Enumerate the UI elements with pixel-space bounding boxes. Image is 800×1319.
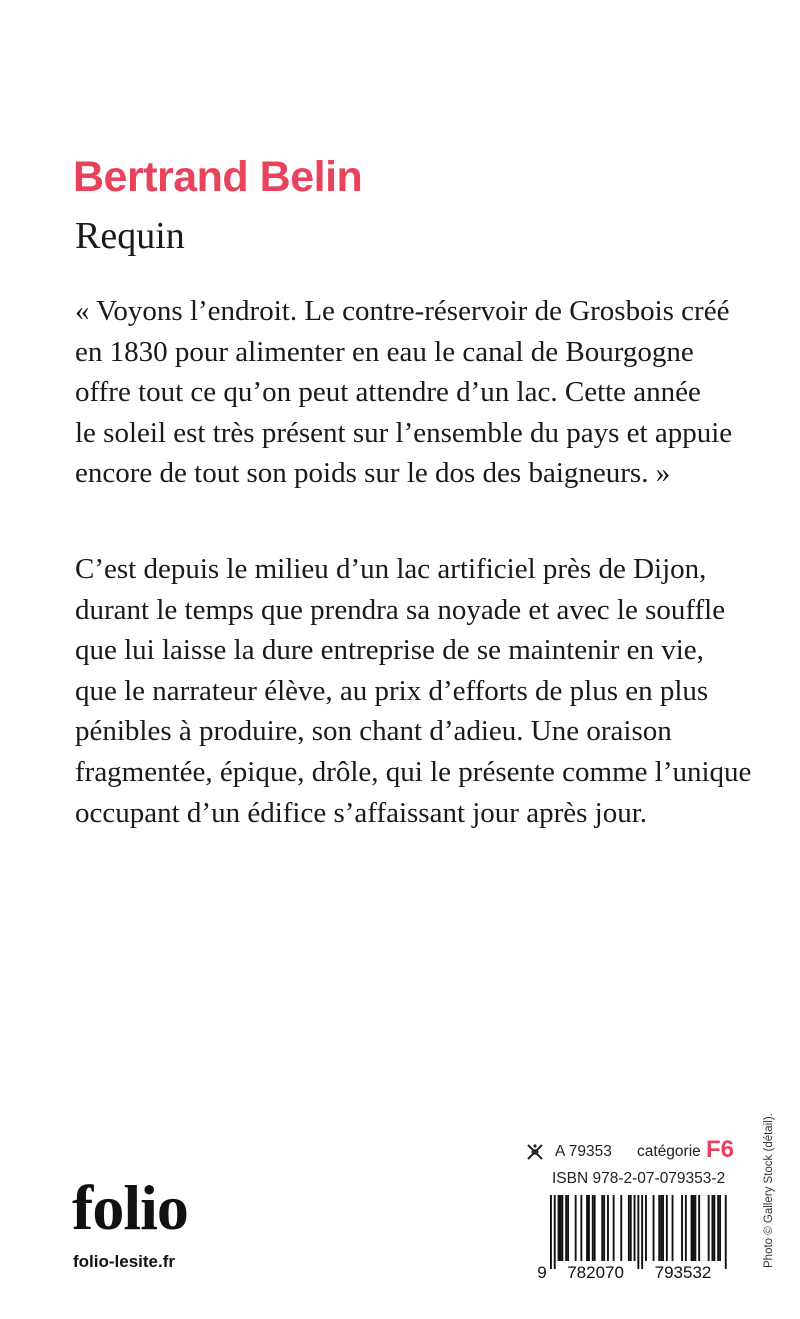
barcode-bar	[637, 1195, 639, 1269]
barcode-bar	[601, 1195, 603, 1261]
barcode-bar	[550, 1195, 552, 1269]
barcode-bar	[672, 1195, 674, 1261]
barcode-digits: 782070	[567, 1263, 624, 1279]
blurb-paragraph	[75, 549, 752, 833]
barcode-bar	[685, 1195, 687, 1261]
barcode-bar	[592, 1195, 594, 1261]
blurb-line: C’est depuis le milieu d’un lac artificiel près de Dijon,	[75, 553, 707, 585]
folio-logo: folio	[72, 1172, 188, 1243]
blurb-line: pénibles à produire, son chant d’adieu. Une oraison	[75, 715, 672, 748]
barcode-bar	[694, 1195, 696, 1261]
barcode-bar	[607, 1195, 609, 1261]
blurb-line: fragmentée, épique, drôle, qui le présente comme l’unique	[75, 755, 752, 788]
barcode-bar	[660, 1195, 662, 1261]
category-label: catégorie	[637, 1143, 701, 1160]
barcode-bar	[630, 1195, 632, 1261]
barcode-bar	[558, 1195, 560, 1261]
barcode-bar	[645, 1195, 647, 1261]
website-link[interactable]: folio-lesite.fr	[73, 1252, 176, 1271]
barcode-bar	[567, 1195, 569, 1261]
author-name: Bertrand Belin	[73, 153, 363, 201]
barcode-digits: 9	[537, 1263, 547, 1279]
barcode-bar	[603, 1195, 605, 1261]
stock-code: A 79353	[555, 1143, 612, 1160]
barcode-bar	[613, 1195, 615, 1261]
barcode-bar	[698, 1195, 700, 1261]
barcode-bar	[588, 1195, 590, 1261]
barcode-bar	[594, 1195, 596, 1261]
gallimard-seal-icon	[525, 1142, 545, 1162]
barcode-bar	[565, 1195, 567, 1261]
barcode-bar	[658, 1195, 660, 1261]
book-title: Requin	[75, 215, 185, 257]
catalog-line	[525, 1136, 735, 1164]
isbn: ISBN 978-2-07-079353-2	[552, 1170, 726, 1187]
barcode-bar	[641, 1195, 643, 1269]
barcode-bar	[586, 1195, 588, 1261]
ean-barcode	[536, 1195, 728, 1279]
blurb-line: durant le temps que prendra sa noyade et avec le souffle	[75, 593, 726, 626]
barcode-bar	[725, 1195, 727, 1269]
blurb-line: occupant d’un édifice s’affaissant jour après jour.	[75, 796, 648, 829]
barcode-bar	[713, 1195, 715, 1261]
category-code: F6	[706, 1136, 735, 1163]
barcode-bar	[554, 1195, 556, 1269]
barcode-bar	[561, 1195, 563, 1261]
barcode-bar	[691, 1195, 693, 1261]
barcode-bar	[708, 1195, 710, 1261]
quote-line: « Voyons l’endroit. Le contre-réservoir de Grosbois créé	[75, 295, 730, 327]
blurb-line: que lui laisse la dure entreprise de se maintenir en vie,	[75, 634, 704, 667]
quote-line: offre tout ce qu’on peut attendre d’un lac. Cette année	[75, 376, 701, 409]
barcode-bar	[662, 1195, 664, 1261]
excerpt-quote	[75, 291, 735, 494]
barcode-bar	[693, 1195, 695, 1261]
barcode-bar	[717, 1195, 719, 1261]
barcode-bar	[666, 1195, 668, 1261]
barcode-bar	[575, 1195, 577, 1261]
photo-credit: Photo © Gallery Stock (détail).	[763, 1113, 775, 1268]
barcode-bar	[719, 1195, 721, 1261]
blurb-line: que le narrateur élève, au prix d’efforts de plus en plus	[75, 674, 709, 707]
barcode-bar	[653, 1195, 655, 1261]
barcode-bar	[560, 1195, 562, 1261]
quote-line: le soleil est très présent sur l’ensemble du pays et appuie	[75, 416, 733, 449]
barcode-bar	[634, 1195, 636, 1261]
barcode-bar	[628, 1195, 630, 1261]
quote-line: encore de tout son poids sur le dos des baigneurs. »	[75, 457, 671, 490]
barcode-bar	[681, 1195, 683, 1261]
barcode-bar	[580, 1195, 582, 1261]
quote-line: en 1830 pour alimenter en eau le canal de Bourgogne	[75, 335, 694, 368]
barcode-bar	[712, 1195, 714, 1261]
barcode-bar	[620, 1195, 622, 1261]
barcode-digits: 793532	[654, 1263, 712, 1279]
